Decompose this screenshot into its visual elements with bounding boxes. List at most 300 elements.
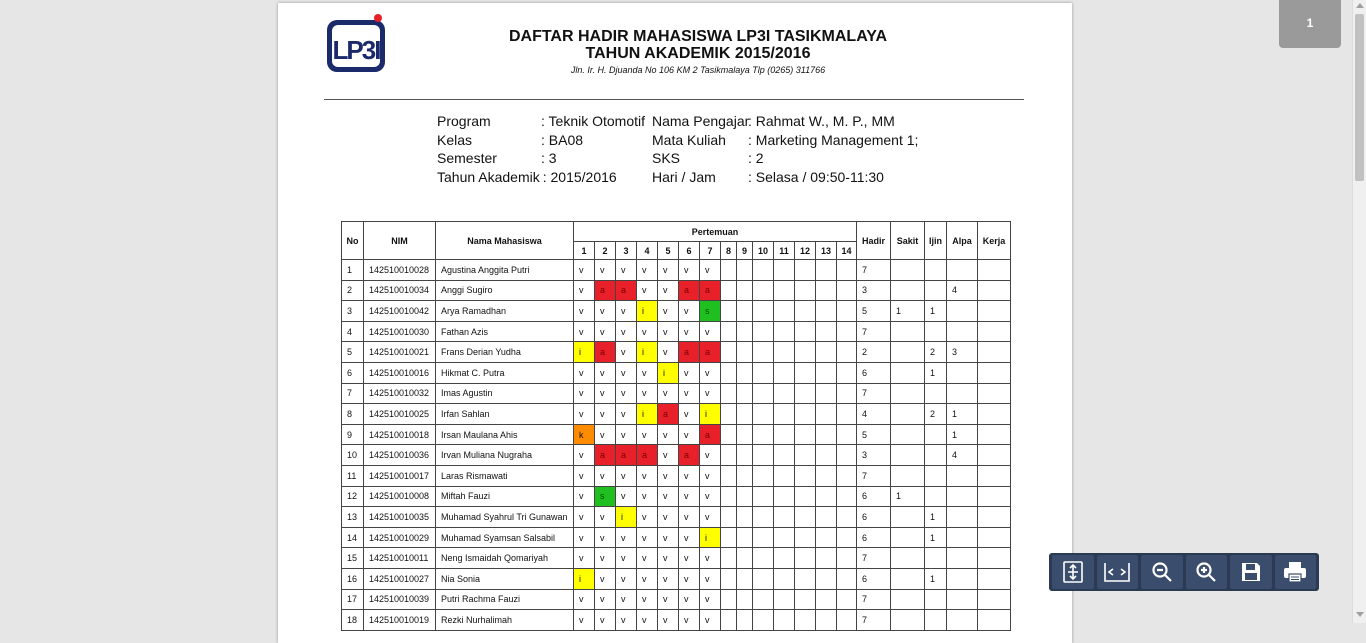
attendance-empty-cell [816,342,837,363]
hadir-count-cell: 6 [857,362,891,383]
attendance-mark-cell: v [700,568,721,589]
attendance-mark-cell: v [658,527,679,548]
attendance-empty-cell [837,260,857,281]
attendance-empty-cell [721,404,737,425]
hadir-count-cell: 6 [857,507,891,528]
hadir-count-cell: 6 [857,568,891,589]
course-info-right [652,112,918,187]
sakit-count-cell [891,342,925,363]
attendance-mark-cell: v [679,589,700,610]
info-row-program: Program : Teknik Otomotif [437,113,646,129]
attendance-mark-cell: v [616,548,637,569]
ijin-count-cell: 1 [925,301,947,322]
nim-cell: 142510010035 [364,507,436,528]
attendance-empty-cell [795,404,816,425]
attendance-empty-cell [795,610,816,631]
kerja-count-cell [978,507,1011,528]
zoom-in-icon [1194,560,1218,584]
student-name-cell: Frans Derian Yudha [436,342,574,363]
attendance-empty-cell [837,568,857,589]
attendance-empty-cell [837,610,857,631]
attendance-mark-cell: v [595,568,616,589]
attendance-mark-cell: v [700,465,721,486]
attendance-mark-cell: v [679,610,700,631]
attendance-mark-cell: v [637,610,658,631]
attendance-mark-cell: a [637,445,658,466]
kerja-count-cell [978,527,1011,548]
attendance-mark-cell: v [658,424,679,445]
attendance-mark-cell: v [595,589,616,610]
attendance-empty-cell [737,527,753,548]
attendance-empty-cell [774,383,795,404]
attendance-empty-cell [837,280,857,301]
attendance-empty-cell [753,342,774,363]
attendance-empty-cell [737,383,753,404]
student-name-cell: Putri Rachma Fauzi [436,589,574,610]
attendance-mark-cell: v [574,527,595,548]
attendance-mark-cell: v [574,589,595,610]
table-row [342,362,1011,383]
table-row [342,445,1011,466]
sakit-count-cell [891,260,925,281]
info-row-tahun: Tahun Akademik : 2015/2016 [437,169,617,186]
attendance-empty-cell [795,465,816,486]
meeting-number-header: 8 [721,242,737,260]
attendance-mark-cell: v [574,321,595,342]
attendance-mark-cell: v [616,568,637,589]
fit-page-button[interactable] [1052,555,1094,589]
attendance-mark-cell: v [616,404,637,425]
attendance-mark-cell: v [658,610,679,631]
attendance-mark-cell: v [595,507,616,528]
attendance-mark-cell: v [637,486,658,507]
attendance-empty-cell [737,548,753,569]
attendance-empty-cell [737,465,753,486]
attendance-mark-cell: v [616,383,637,404]
course-info-left [437,112,645,187]
alpa-count-cell [947,527,978,548]
sakit-count-cell: 1 [891,301,925,322]
attendance-mark-cell: i [637,301,658,322]
sakit-count-cell [891,548,925,569]
ijin-count-cell: 1 [925,527,947,548]
alpa-count-cell [947,301,978,322]
header-alpa: Alpa [947,222,978,260]
attendance-empty-cell [737,280,753,301]
attendance-empty-cell [737,260,753,281]
attendance-empty-cell [837,507,857,528]
attendance-empty-cell [795,362,816,383]
attendance-empty-cell [737,424,753,445]
attendance-mark-cell: a [595,280,616,301]
alpa-count-cell: 4 [947,445,978,466]
header-nim: NIM [364,222,436,260]
meeting-number-header: 4 [637,242,658,260]
nim-cell: 142510010017 [364,465,436,486]
zoom-out-button[interactable] [1141,555,1183,589]
meeting-number-header: 3 [616,242,637,260]
header-kerja: Kerja [978,222,1011,260]
attendance-mark-cell: v [700,486,721,507]
row-number-cell: 2 [342,280,364,301]
kerja-count-cell [978,280,1011,301]
meeting-number-header: 9 [737,242,753,260]
attendance-empty-cell [837,486,857,507]
ijin-count-cell [925,465,947,486]
attendance-empty-cell [837,383,857,404]
attendance-mark-cell: v [616,486,637,507]
attendance-empty-cell [774,610,795,631]
row-number-cell: 18 [342,610,364,631]
row-number-cell: 6 [342,362,364,383]
attendance-empty-cell [721,610,737,631]
meeting-number-header: 11 [774,242,795,260]
sakit-count-cell [891,527,925,548]
save-icon [1239,560,1263,584]
attendance-empty-cell [837,589,857,610]
meeting-number-header: 12 [795,242,816,260]
hadir-count-cell: 6 [857,527,891,548]
attendance-empty-cell [816,610,837,631]
table-row [342,568,1011,589]
ijin-count-cell: 1 [925,568,947,589]
kerja-count-cell [978,610,1011,631]
header-ijin: Ijin [925,222,947,260]
print-button[interactable] [1275,555,1317,589]
attendance-mark-cell: v [574,404,595,425]
table-row [342,465,1011,486]
attendance-empty-cell [753,568,774,589]
header-hadir: Hadir [857,222,891,260]
attendance-mark-cell: v [616,465,637,486]
attendance-empty-cell [774,404,795,425]
attendance-empty-cell [737,610,753,631]
attendance-empty-cell [753,362,774,383]
sakit-count-cell [891,445,925,466]
ijin-count-cell [925,321,947,342]
info-row-pengajar: Nama Pengajar: Rahmat W., M. P., MM [652,113,895,129]
attendance-mark-cell: v [637,321,658,342]
attendance-mark-cell: v [658,301,679,322]
kerja-count-cell [978,568,1011,589]
sakit-count-cell [891,424,925,445]
attendance-mark-cell: a [700,424,721,445]
attendance-empty-cell [721,362,737,383]
attendance-empty-cell [837,404,857,425]
attendance-empty-cell [774,589,795,610]
ijin-count-cell: 1 [925,362,947,383]
nim-cell: 142510010021 [364,342,436,363]
attendance-empty-cell [837,321,857,342]
document-title: DAFTAR HADIR MAHASISWA LP3I TASIKMALAYA [508,28,888,45]
attendance-empty-cell [816,260,837,281]
attendance-mark-cell: a [595,445,616,466]
attendance-empty-cell [737,404,753,425]
attendance-mark-cell: v [574,362,595,383]
attendance-empty-cell [737,445,753,466]
row-number-cell: 11 [342,465,364,486]
attendance-empty-cell [753,527,774,548]
document-page [278,3,1072,643]
table-row [342,280,1011,301]
attendance-empty-cell [795,424,816,445]
attendance-empty-cell [721,445,737,466]
alpa-count-cell [947,589,978,610]
attendance-mark-cell: v [616,527,637,548]
attendance-mark-cell: v [700,507,721,528]
attendance-empty-cell [753,321,774,342]
attendance-empty-cell [795,280,816,301]
alpa-count-cell: 4 [947,280,978,301]
hadir-count-cell: 7 [857,260,891,281]
attendance-empty-cell [737,568,753,589]
meeting-number-header: 1 [574,242,595,260]
attendance-empty-cell [721,321,737,342]
attendance-mark-cell: v [616,610,637,631]
attendance-mark-cell: v [595,362,616,383]
kerja-count-cell [978,589,1011,610]
row-number-cell: 10 [342,445,364,466]
attendance-mark-cell: v [679,548,700,569]
nim-cell: 142510010019 [364,610,436,631]
hadir-count-cell: 7 [857,610,891,631]
scroll-down-arrow-icon[interactable] [1356,612,1364,617]
row-number-cell: 7 [342,383,364,404]
attendance-mark-cell: v [658,548,679,569]
attendance-mark-cell: k [574,424,595,445]
row-number-cell: 14 [342,527,364,548]
attendance-empty-cell [795,260,816,281]
attendance-empty-cell [721,342,737,363]
row-number-cell: 13 [342,507,364,528]
attendance-mark-cell: v [658,280,679,301]
kerja-count-cell [978,465,1011,486]
attendance-mark-cell: v [700,445,721,466]
attendance-empty-cell [837,465,857,486]
attendance-mark-cell: v [658,342,679,363]
attendance-mark-cell: v [637,589,658,610]
attendance-mark-cell: v [595,321,616,342]
sakit-count-cell [891,465,925,486]
attendance-empty-cell [837,301,857,322]
student-name-cell: Anggi Sugiro [436,280,574,301]
ijin-count-cell [925,424,947,445]
attendance-mark-cell: v [595,424,616,445]
attendance-mark-cell: v [658,260,679,281]
student-name-cell: Arya Ramadhan [436,301,574,322]
table-row [342,507,1011,528]
attendance-empty-cell [795,486,816,507]
zoom-in-button[interactable] [1186,555,1228,589]
attendance-empty-cell [795,527,816,548]
sakit-count-cell [891,610,925,631]
alpa-count-cell [947,568,978,589]
attendance-empty-cell [753,610,774,631]
hadir-count-cell: 5 [857,424,891,445]
attendance-body [342,260,1011,631]
attendance-mark-cell: i [574,342,595,363]
attendance-mark-cell: v [637,260,658,281]
attendance-empty-cell [774,548,795,569]
attendance-empty-cell [721,280,737,301]
attendance-empty-cell [753,424,774,445]
attendance-empty-cell [737,362,753,383]
table-row [342,301,1011,322]
attendance-empty-cell [721,260,737,281]
student-name-cell: Neng Ismaidah Qomariyah [436,548,574,569]
student-name-cell: Rezki Nurhalimah [436,610,574,631]
kerja-count-cell [978,424,1011,445]
attendance-empty-cell [737,507,753,528]
attendance-empty-cell [753,589,774,610]
attendance-mark-cell: a [700,342,721,363]
attendance-empty-cell [774,301,795,322]
attendance-mark-cell: v [637,507,658,528]
attendance-mark-cell: v [595,260,616,281]
attendance-mark-cell: v [637,383,658,404]
attendance-mark-cell: v [595,527,616,548]
hadir-count-cell: 7 [857,321,891,342]
vertical-scrollbar[interactable] [1352,0,1366,623]
student-name-cell: Laras Rismawati [436,465,574,486]
attendance-empty-cell [837,342,857,363]
save-button[interactable] [1230,555,1272,589]
alpa-count-cell [947,362,978,383]
attendance-empty-cell [753,465,774,486]
hadir-count-cell: 3 [857,445,891,466]
alpa-count-cell [947,383,978,404]
attendance-mark-cell: v [637,362,658,383]
meeting-number-header: 13 [816,242,837,260]
attendance-empty-cell [816,301,837,322]
attendance-empty-cell [721,507,737,528]
viewer-toolbar [1049,553,1319,591]
student-name-cell: Muhamad Syahrul Tri Gunawan [436,507,574,528]
hadir-count-cell: 2 [857,342,891,363]
nim-cell: 142510010039 [364,589,436,610]
attendance-empty-cell [816,362,837,383]
attendance-mark-cell: v [574,445,595,466]
meeting-number-header: 6 [679,242,700,260]
attendance-empty-cell [795,548,816,569]
student-name-cell: Hikmat C. Putra [436,362,574,383]
attendance-empty-cell [753,383,774,404]
ijin-count-cell: 1 [925,507,947,528]
attendance-mark-cell: v [616,260,637,281]
table-row [342,342,1011,363]
attendance-mark-cell: v [679,465,700,486]
student-name-cell: Imas Agustin [436,383,574,404]
attendance-empty-cell [795,445,816,466]
student-name-cell: Irvan Muliana Nugraha [436,445,574,466]
ijin-count-cell [925,280,947,301]
attendance-empty-cell [816,280,837,301]
attendance-empty-cell [737,589,753,610]
attendance-mark-cell: v [637,568,658,589]
scroll-thumb[interactable] [1355,14,1364,181]
attendance-empty-cell [774,362,795,383]
attendance-empty-cell [721,486,737,507]
attendance-mark-cell: v [679,404,700,425]
attendance-empty-cell [816,445,837,466]
table-row [342,260,1011,281]
attendance-mark-cell: v [637,527,658,548]
kerja-count-cell [978,486,1011,507]
attendance-empty-cell [795,507,816,528]
sakit-count-cell [891,589,925,610]
student-name-cell: Irfan Sahlan [436,404,574,425]
nim-cell: 142510010032 [364,383,436,404]
attendance-mark-cell: a [595,342,616,363]
scroll-up-arrow-icon[interactable] [1356,3,1364,8]
attendance-mark-cell: a [679,342,700,363]
attendance-empty-cell [737,301,753,322]
attendance-mark-cell: a [679,445,700,466]
attendance-mark-cell: v [700,383,721,404]
table-row [342,486,1011,507]
attendance-empty-cell [774,568,795,589]
ijin-count-cell [925,260,947,281]
document-subtitle: TAHUN AKADEMIK 2015/2016 [585,45,811,62]
student-name-cell: Muhamad Syamsan Salsabil [436,527,574,548]
nim-cell: 142510010042 [364,301,436,322]
row-number-cell: 8 [342,404,364,425]
attendance-empty-cell [795,342,816,363]
attendance-empty-cell [774,321,795,342]
row-number-cell: 5 [342,342,364,363]
attendance-empty-cell [816,527,837,548]
attendance-mark-cell: v [700,548,721,569]
attendance-empty-cell [721,527,737,548]
print-icon [1282,560,1308,584]
attendance-mark-cell: v [595,610,616,631]
row-number-cell: 9 [342,424,364,445]
attendance-mark-cell: v [679,383,700,404]
row-number-cell: 12 [342,486,364,507]
attendance-empty-cell [753,260,774,281]
attendance-empty-cell [753,548,774,569]
alpa-count-cell: 1 [947,424,978,445]
attendance-empty-cell [753,486,774,507]
attendance-empty-cell [816,321,837,342]
attendance-mark-cell: i [637,342,658,363]
nim-cell: 142510010011 [364,548,436,569]
ijin-count-cell: 2 [925,404,947,425]
alpa-count-cell: 3 [947,342,978,363]
ijin-count-cell [925,548,947,569]
fit-width-button[interactable] [1097,555,1139,589]
page-number-badge: 1 [1279,0,1341,48]
hadir-count-cell: 7 [857,465,891,486]
attendance-mark-cell: i [637,404,658,425]
attendance-mark-cell: v [574,280,595,301]
attendance-mark-cell: v [679,321,700,342]
row-number-cell: 15 [342,548,364,569]
attendance-table [341,221,1011,631]
attendance-mark-cell: v [637,548,658,569]
nim-cell: 142510010030 [364,321,436,342]
attendance-empty-cell [753,280,774,301]
attendance-empty-cell [753,301,774,322]
student-name-cell: Agustina Anggita Putri [436,260,574,281]
attendance-mark-cell: a [658,404,679,425]
attendance-empty-cell [816,589,837,610]
meeting-number-header: 2 [595,242,616,260]
alpa-count-cell [947,321,978,342]
sakit-count-cell [891,404,925,425]
attendance-empty-cell [721,424,737,445]
nim-cell: 142510010018 [364,424,436,445]
